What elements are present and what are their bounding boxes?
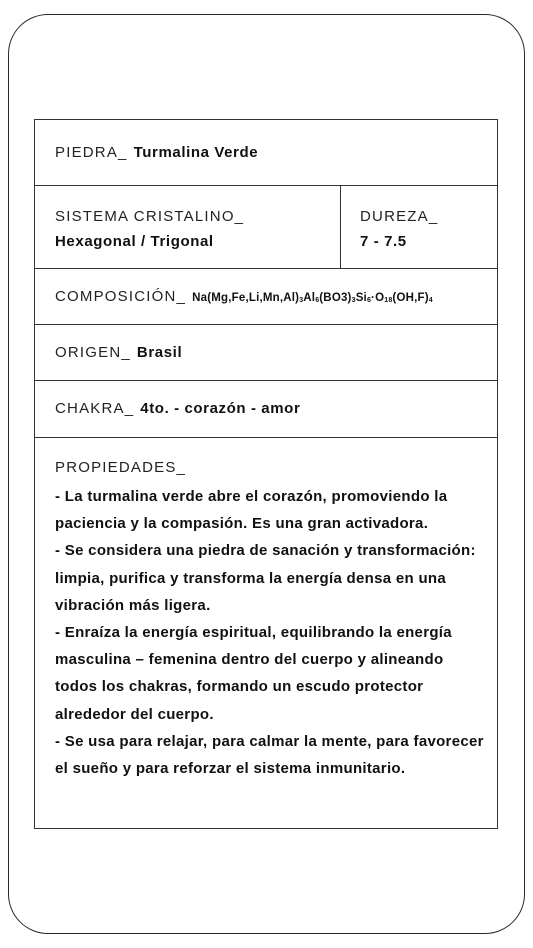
dureza-value: 7 - 7.5	[360, 233, 407, 250]
propiedad-item: - Enraíza la energía espiritual, equilibrando la energía masculina – femenina dentro del cuerpo y alineando todos los chakras, formando un escudo protector alrededor del cuerpo.	[55, 624, 452, 723]
formula-subscript: 6	[366, 297, 372, 304]
formula-part: (OH,F)	[392, 292, 429, 304]
chakra-label: CHAKRA_	[55, 400, 135, 417]
formula-subscript: 6	[315, 297, 320, 304]
sistema-label: SISTEMA CRISTALINO_	[55, 208, 245, 225]
formula-subscript: 4	[428, 297, 433, 304]
propiedad-item: - La turmalina verde abre el corazón, promoviendo la paciencia y la compasión. Es una gran activadora.	[55, 488, 448, 533]
sistema-value: Hexagonal / Trigonal	[55, 233, 214, 250]
row-origen	[35, 325, 497, 381]
chakra-value: 4to. - corazón - amor	[140, 400, 301, 417]
piedra-value: Turmalina Verde	[133, 144, 259, 161]
formula-subscript: 3	[299, 297, 304, 304]
row-chakra	[35, 381, 497, 438]
row-piedra	[35, 120, 497, 186]
row-composicion	[35, 269, 497, 325]
formula-part: ·O	[371, 292, 385, 304]
propiedad-item: - Se usa para relajar, para calmar la mente, para favorecer el sueño y para reforzar el sistema inmunitario.	[55, 732, 484, 778]
propiedades-label: PROPIEDADES_	[55, 459, 187, 476]
formula-part: Si	[355, 292, 367, 304]
origen-label: ORIGEN_	[55, 344, 131, 361]
formula-part: Al	[303, 292, 316, 304]
composicion-label: COMPOSICIÓN_	[55, 288, 187, 305]
composicion-formula	[192, 292, 433, 304]
propiedades-list	[55, 483, 485, 782]
formula-subscript: 3	[351, 297, 356, 304]
origen-line	[55, 344, 182, 362]
column-divider	[340, 186, 341, 268]
formula-part: Na(Mg,Fe,Li,Mn,Al)	[192, 292, 300, 304]
stone-info-sheet	[34, 119, 498, 829]
row-propiedades	[35, 438, 497, 828]
propiedad-item: - Se considera una piedra de sanación y transformación: limpia, purifica y transforma la energía densa en una vibración más ligera.	[55, 542, 476, 614]
origen-value: Brasil	[136, 344, 183, 361]
formula-part: (BO3)	[319, 292, 352, 304]
piedra-label: PIEDRA_	[55, 144, 128, 161]
formula-subscript: 18	[384, 297, 393, 304]
dureza-label: DUREZA_	[360, 208, 439, 225]
composicion-line	[55, 288, 433, 306]
row-sistema-dureza	[35, 186, 497, 269]
chakra-line	[55, 400, 300, 418]
piedra-line	[55, 144, 258, 162]
